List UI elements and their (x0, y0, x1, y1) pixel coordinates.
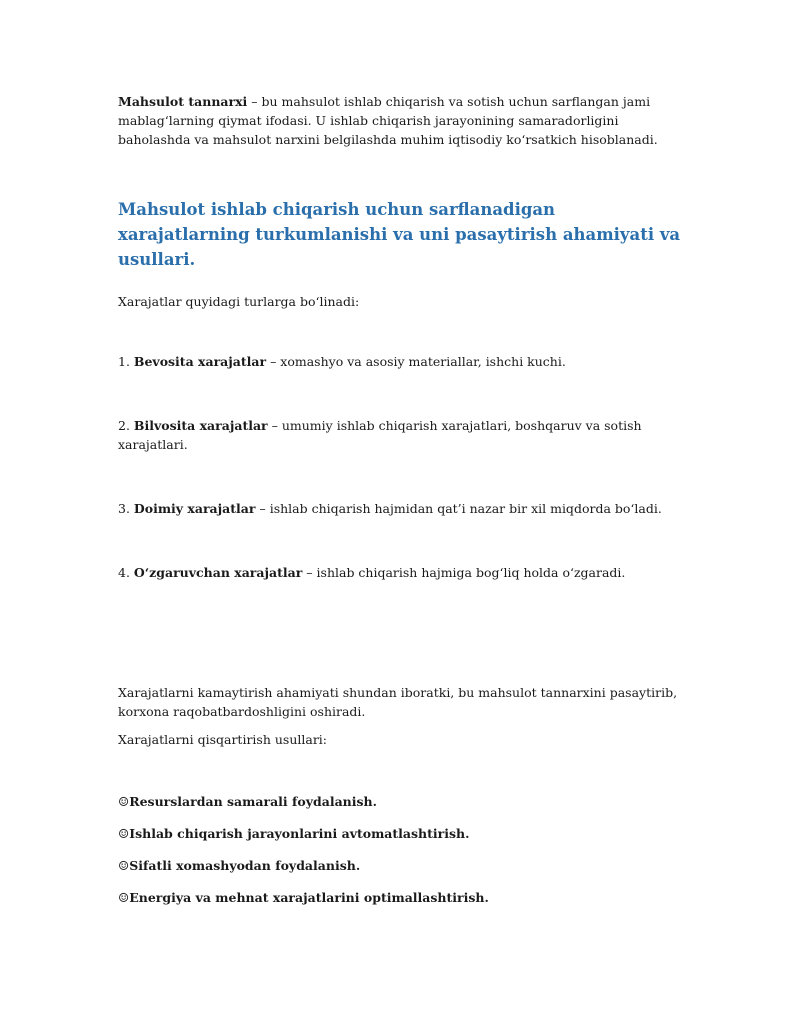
item-number: 1. (118, 354, 134, 369)
method-item (118, 824, 683, 843)
item-number: 4. (118, 565, 134, 580)
smiley-icon: ☺ (118, 826, 130, 841)
smiley-icon: ☺ (118, 794, 130, 809)
item-term: Bevosita xarajatlar (133, 354, 267, 369)
method-item (118, 792, 683, 811)
method-text: Resurslardan samarali foydalanish. (129, 794, 377, 809)
cost-type-item (118, 352, 683, 371)
method-item (118, 856, 683, 875)
item-term: Doimiy xarajatlar (133, 501, 256, 516)
item-term: Bilvosita xarajatlar (133, 418, 268, 433)
item-description: – xomashyo va asosiy materiallar, ishchi kuchi. (266, 354, 566, 369)
importance-paragraph: Xarajatlarni kamaytirish ahamiyati shundan iboratki, bu mahsulot tannarxini pasaytirib, korxona raqobatbardoshligini oshiradi. (118, 685, 678, 719)
smiley-icon: ☺ (118, 858, 130, 873)
methods-title: Xarajatlarni qisqartirish usullari: (118, 732, 328, 747)
method-text: Sifatli xomashyodan foydalanish. (129, 858, 361, 873)
cost-types-lead: Xarajatlar quyidagi turlarga bo‘linadi: (118, 294, 360, 309)
cost-type-item (118, 563, 683, 582)
cost-type-item (118, 416, 683, 454)
method-text: Energiya va mehnat xarajatlarini optimallashtirish. (129, 890, 489, 905)
method-item (118, 888, 683, 907)
document-page (118, 92, 683, 920)
item-number: 2. (118, 418, 134, 433)
intro-text: – bu mahsulot ishlab chiqarish va sotish uchun sarflangan jami mablag‘larning qiymat ifodasi. U ishlab chiqarish jarayonining samaradorligini baholashda va mahsulot narxini belgilashda muhim iqtisodiy ko‘rsatkich hisoblanadi. (118, 94, 658, 147)
method-text: Ishlab chiqarish jarayonlarini avtomatlashtirish. (129, 826, 470, 841)
cost-type-item (118, 499, 683, 518)
item-term: O‘zgaruvchan xarajatlar (133, 565, 303, 580)
item-description: – ishlab chiqarish hajmidan qat’i nazar bir xil miqdorda bo‘ladi. (255, 501, 662, 516)
intro-term: Mahsulot tannarxi (118, 94, 248, 109)
item-number: 3. (118, 501, 134, 516)
item-description: – umumiy ishlab chiqarish xarajatlari, boshqaruv va sotish xarajatlari. (118, 418, 642, 452)
smiley-icon: ☺ (118, 890, 130, 905)
section-heading: Mahsulot ishlab chiqarish uchun sarflanadigan xarajatlarning turkumlanishi va uni pasaytirish ahamiyati va usullari. (118, 200, 681, 269)
intro-paragraph (118, 92, 683, 149)
item-description: – ishlab chiqarish hajmiga bog‘liq holda o‘zgaradi. (302, 565, 626, 580)
